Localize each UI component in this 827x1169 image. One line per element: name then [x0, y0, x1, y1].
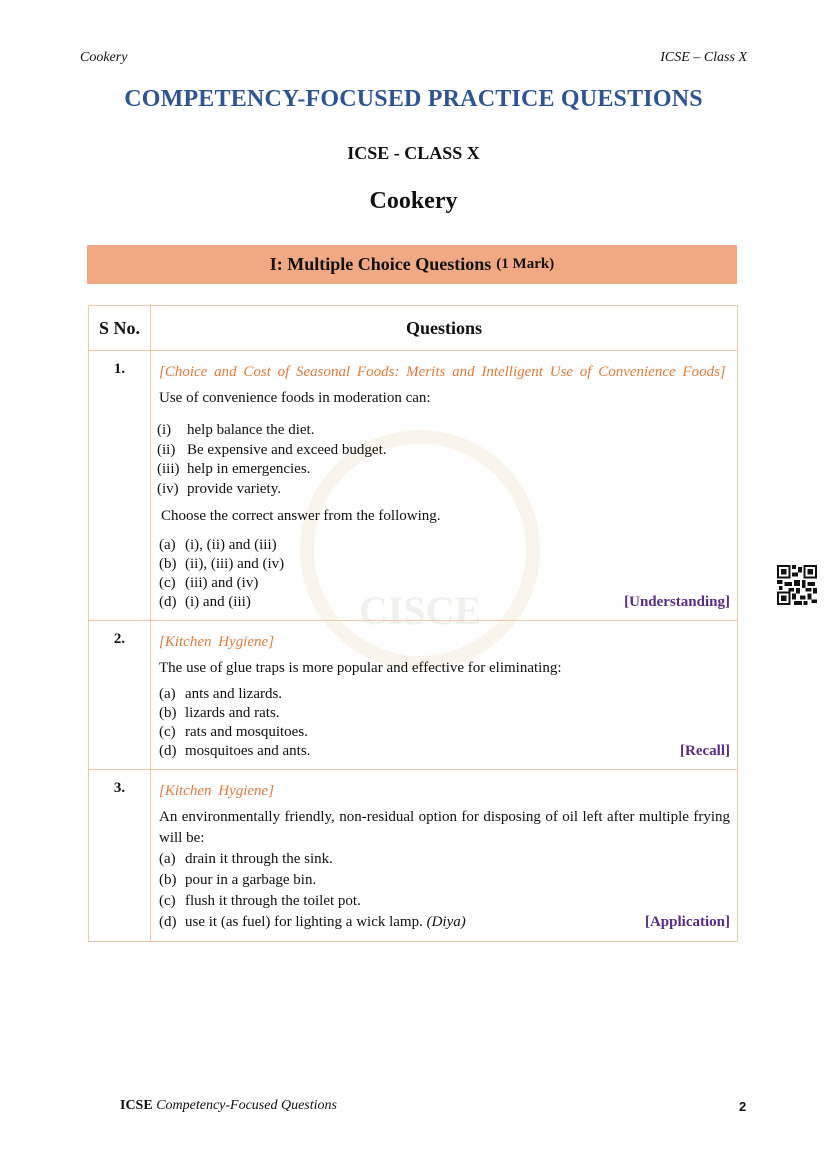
option-b: [159, 555, 730, 574]
section-header: [87, 245, 737, 284]
statement-text: help balance the diet.: [187, 422, 315, 438]
question-number: 1.: [89, 351, 151, 621]
statement-text: provide variety.: [187, 480, 281, 497]
qr-code-icon[interactable]: [777, 565, 817, 605]
option-d: [159, 593, 730, 612]
statement-number: (iii): [157, 461, 180, 477]
option-label: (a): [159, 851, 176, 867]
footer-text: Competency-Focused Questions: [156, 1098, 337, 1113]
question-cell: [151, 351, 738, 621]
competency-tag: [Understanding]: [624, 594, 730, 610]
option-label: (b): [159, 705, 177, 721]
option-text: (ii), (iii) and (iv): [185, 556, 285, 572]
option-label: (a): [159, 686, 176, 702]
question-cell: [151, 770, 738, 942]
option-label: (a): [159, 537, 176, 553]
option-c: [159, 723, 730, 742]
running-header-class: ICSE – Class X: [660, 50, 747, 65]
option-label: (d): [159, 743, 177, 759]
option-text: lizards and rats.: [185, 705, 280, 721]
option-text: flush it through the toilet pot.: [185, 893, 361, 909]
class-title: ICSE - CLASS X: [347, 143, 480, 163]
question-cell: [151, 621, 738, 770]
column-header-sno: S No.: [89, 306, 151, 351]
question-stem: Use of convenience foods in moderation can:: [159, 390, 431, 406]
statement-item: [157, 480, 730, 500]
option-main-text: use it (as fuel) for lighting a wick lamp.: [185, 914, 423, 930]
question-topic: [Kitchen Hygiene]: [159, 783, 275, 799]
option-label: (d): [159, 914, 177, 930]
option-text: (iii) and (iv): [185, 575, 259, 591]
option-label: (d): [159, 594, 177, 610]
statement-item: [157, 441, 730, 461]
statement-text: help in emergencies.: [187, 461, 311, 477]
statement-number: (ii): [157, 441, 176, 458]
statement-item: [157, 460, 730, 480]
option-text: rats and mosquitoes.: [185, 724, 308, 740]
question-topic: [Kitchen Hygiene]: [159, 634, 275, 650]
option-label: (c): [159, 575, 176, 591]
subject-title: Cookery: [369, 188, 458, 214]
question-number: 3.: [89, 770, 151, 942]
statement-item: [157, 421, 730, 441]
option-text: (i), (ii) and (iii): [185, 537, 277, 553]
question-row-2: [89, 621, 738, 770]
option-text: drain it through the sink.: [185, 851, 333, 867]
option-suffix: (Diya): [426, 914, 466, 930]
running-header-subject: Cookery: [80, 50, 128, 65]
option-d: [159, 742, 730, 761]
footer-brand: ICSE: [120, 1098, 153, 1113]
question-instruction: Choose the correct answer from the following.: [161, 508, 441, 524]
footer-title: [120, 1098, 337, 1114]
option-b: [159, 704, 730, 723]
option-d: [159, 912, 730, 933]
question-stem: The use of glue traps is more popular and effective for eliminating:: [159, 660, 562, 676]
competency-tag: [Recall]: [680, 743, 730, 759]
option-text: ants and lizards.: [185, 686, 283, 702]
statement-text: Be expensive and exceed budget.: [187, 441, 387, 458]
column-header-questions: Questions: [151, 306, 738, 351]
option-text: (i) and (iii): [185, 594, 251, 610]
option-a: [159, 849, 730, 870]
question-row-3: [89, 770, 738, 942]
option-text: mosquitoes and ants.: [185, 743, 311, 759]
page-number: 2: [739, 1099, 747, 1114]
option-label: (b): [159, 872, 177, 888]
option-a: [159, 536, 730, 555]
question-stem: An environmentally friendly, non-residual option for disposing of oil left after multiple frying will be:: [159, 809, 730, 846]
statement-list: [159, 421, 730, 499]
question-number: 2.: [89, 621, 151, 770]
question-row-1: [89, 351, 738, 621]
option-a: [159, 685, 730, 704]
option-label: (b): [159, 556, 177, 572]
watermark-text: CISCE: [358, 587, 482, 633]
option-label: (c): [159, 893, 176, 909]
statement-number: (i): [157, 422, 172, 438]
section-title: I: Multiple Choice Questions: [269, 254, 492, 274]
section-marks: (1 Mark): [496, 256, 555, 272]
option-text: [185, 912, 645, 933]
option-text: pour in a garbage bin.: [185, 872, 317, 888]
option-b: [159, 870, 730, 891]
option-label: (c): [159, 724, 176, 740]
option-c: [159, 891, 730, 912]
statement-number: (iv): [157, 480, 179, 497]
question-topic: [Choice and Cost of Seasonal Foods: Merits and Intelligent Use of Convenience Foods]: [159, 364, 726, 380]
option-c: [159, 574, 730, 593]
page-title: COMPETENCY-FOCUSED PRACTICE QUESTIONS: [124, 86, 703, 112]
questions-table: [88, 305, 738, 942]
competency-tag: [Application]: [644, 914, 730, 930]
table-header-row: [89, 306, 738, 351]
